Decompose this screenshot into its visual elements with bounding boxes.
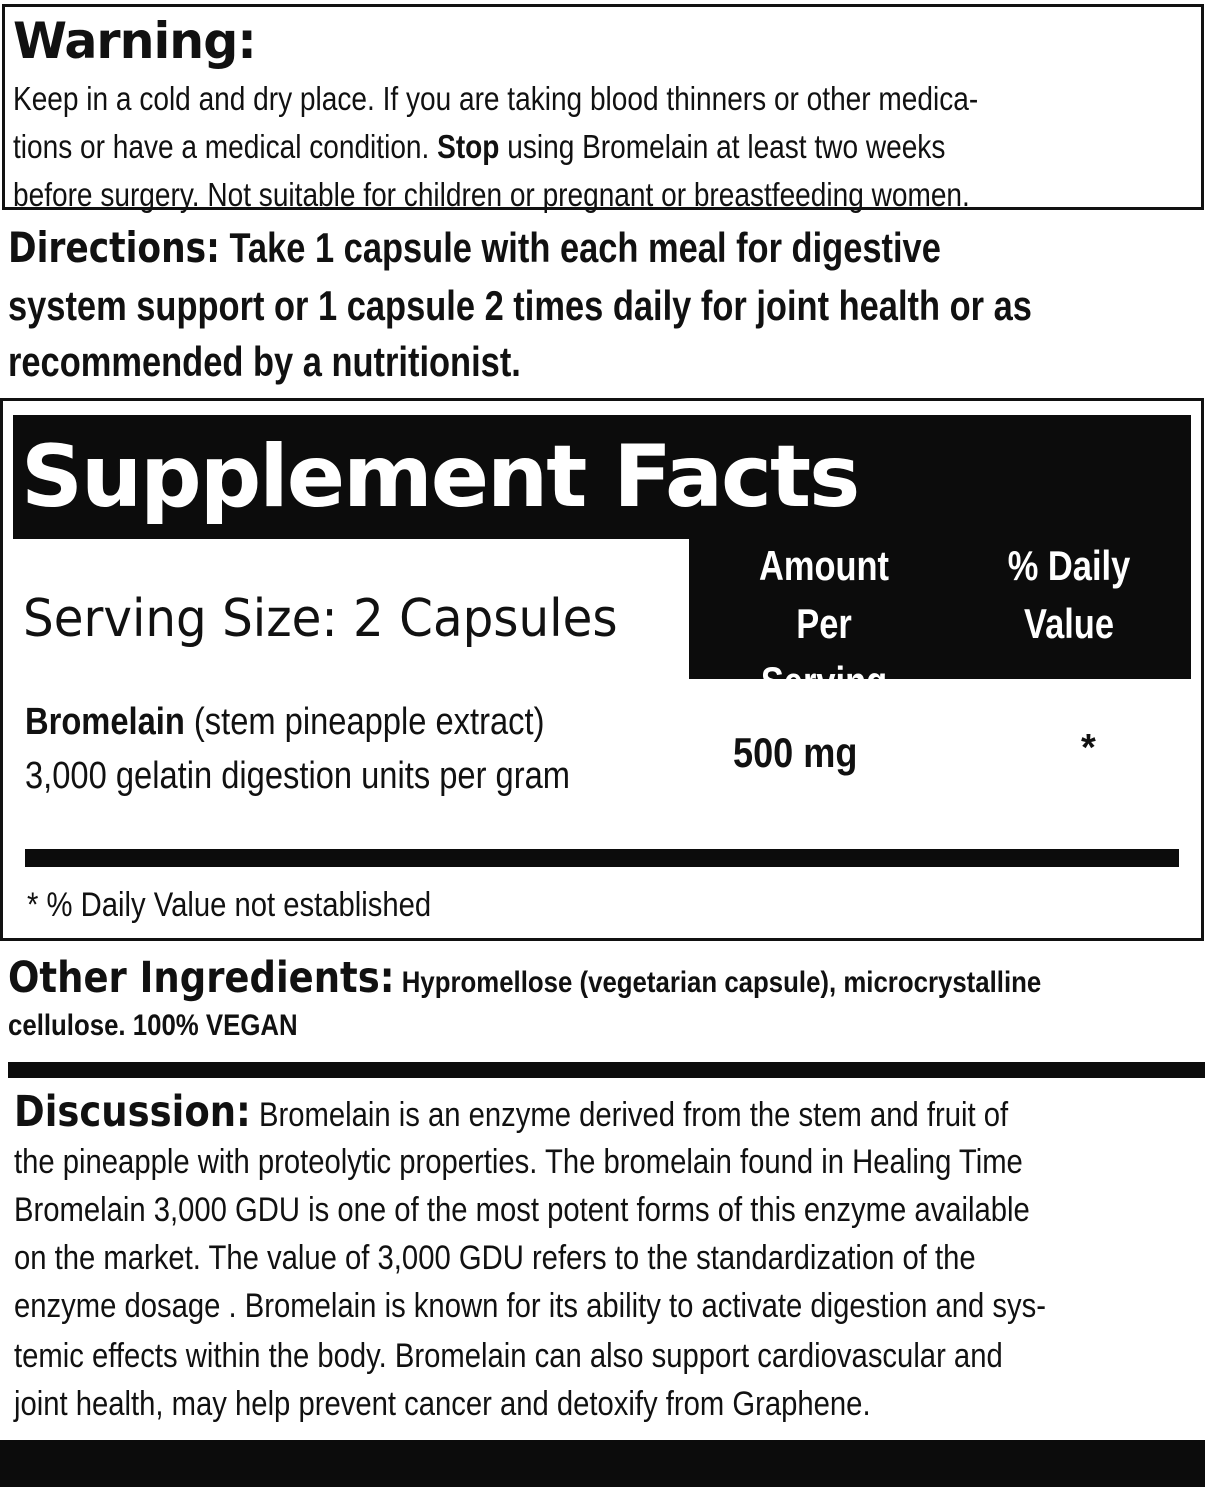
discussion-line-7: joint health, may help prevent cancer and detoxify from Graphene. <box>14 1385 871 1423</box>
other-ingredients-line-2: cellulose. 100% VEGAN <box>8 1009 298 1042</box>
amount-header-line-2: Serving <box>760 658 888 705</box>
serving-size: Serving Size: 2 Capsules <box>23 589 618 649</box>
discussion-line-4: on the market. The value of 3,000 GDU refers to the standardization of the <box>14 1239 976 1277</box>
warning-title: Warning: <box>13 12 256 70</box>
daily-header-line-2: Value <box>1024 600 1114 647</box>
discussion-line-1 <box>14 1088 1008 1139</box>
directions-text-1: Take 1 capsule with each meal for digestive <box>229 224 941 271</box>
warning-line-2-text: tions or have a medical condition. <box>13 128 430 165</box>
discussion-line-3: Bromelain 3,000 GDU is one of the most potent forms of this enzyme available <box>14 1191 1030 1229</box>
warning-line-2-rest: using Bromelain at least two weeks <box>507 128 946 165</box>
daily-value-header <box>995 537 1143 653</box>
ingredient-units: 3,000 gelatin digestion units per gram <box>25 755 571 797</box>
supplement-facts-panel <box>0 398 1204 941</box>
other-ingredients-text-1: Hypromellose (vegetarian capsule), microcrystalline <box>401 966 1042 999</box>
ingredient-name: Bromelain <box>25 701 185 743</box>
directions-label: Directions: <box>8 223 220 272</box>
directions-line-2: system support or 1 capsule 2 times daily for joint health or as <box>8 282 1032 329</box>
bottom-bar <box>0 1440 1205 1487</box>
facts-title: Supplement Facts <box>21 427 859 527</box>
warning-line-3: before surgery. Not suitable for children or pregnant or breastfeeding women. <box>13 176 970 213</box>
facts-thick-rule <box>25 849 1179 867</box>
facts-header-bar <box>13 415 1191 539</box>
discussion-line-2: the pineapple with proteolytic properties. The bromelain found in Healing Time <box>14 1143 1023 1181</box>
ingredient-daily-value: * <box>1081 727 1096 769</box>
amount-header-line-1: Amount Per <box>758 542 890 647</box>
daily-header-line-1: % Daily <box>1007 542 1131 589</box>
other-ingredients-label: Other Ingredients: <box>8 953 395 1003</box>
warning-line-2 <box>13 127 945 167</box>
discussion-line-6: temic effects within the body. Bromelain can also support cardiovascular and <box>14 1337 1003 1375</box>
warning-line-1: Keep in a cold and dry place. If you are taking blood thinners or other medica- <box>13 80 979 117</box>
discussion-line-5: enzyme dosage . Bromelain is known for its ability to activate digestion and sys- <box>14 1287 1047 1325</box>
directions-line-3: recommended by a nutritionist. <box>8 338 521 385</box>
facts-footnote: * % Daily Value not established <box>27 886 432 924</box>
section-divider <box>8 1062 1205 1078</box>
discussion-text-1: Bromelain is an enzyme derived from the stem and fruit of <box>258 1096 1009 1134</box>
ingredient-row-name <box>25 697 544 747</box>
warning-box <box>2 4 1204 213</box>
warning-stop-text: Stop <box>437 128 500 165</box>
amount-per-serving-header <box>730 537 919 711</box>
ingredient-amount: 500 mg <box>733 729 858 776</box>
discussion-label: Discussion: <box>14 1087 251 1137</box>
directions-line-1 <box>8 222 941 274</box>
column-header-bar <box>689 537 1191 705</box>
ingredient-detail: (stem pineapple extract) <box>193 701 545 743</box>
other-ingredients-line-1 <box>8 952 1041 1009</box>
